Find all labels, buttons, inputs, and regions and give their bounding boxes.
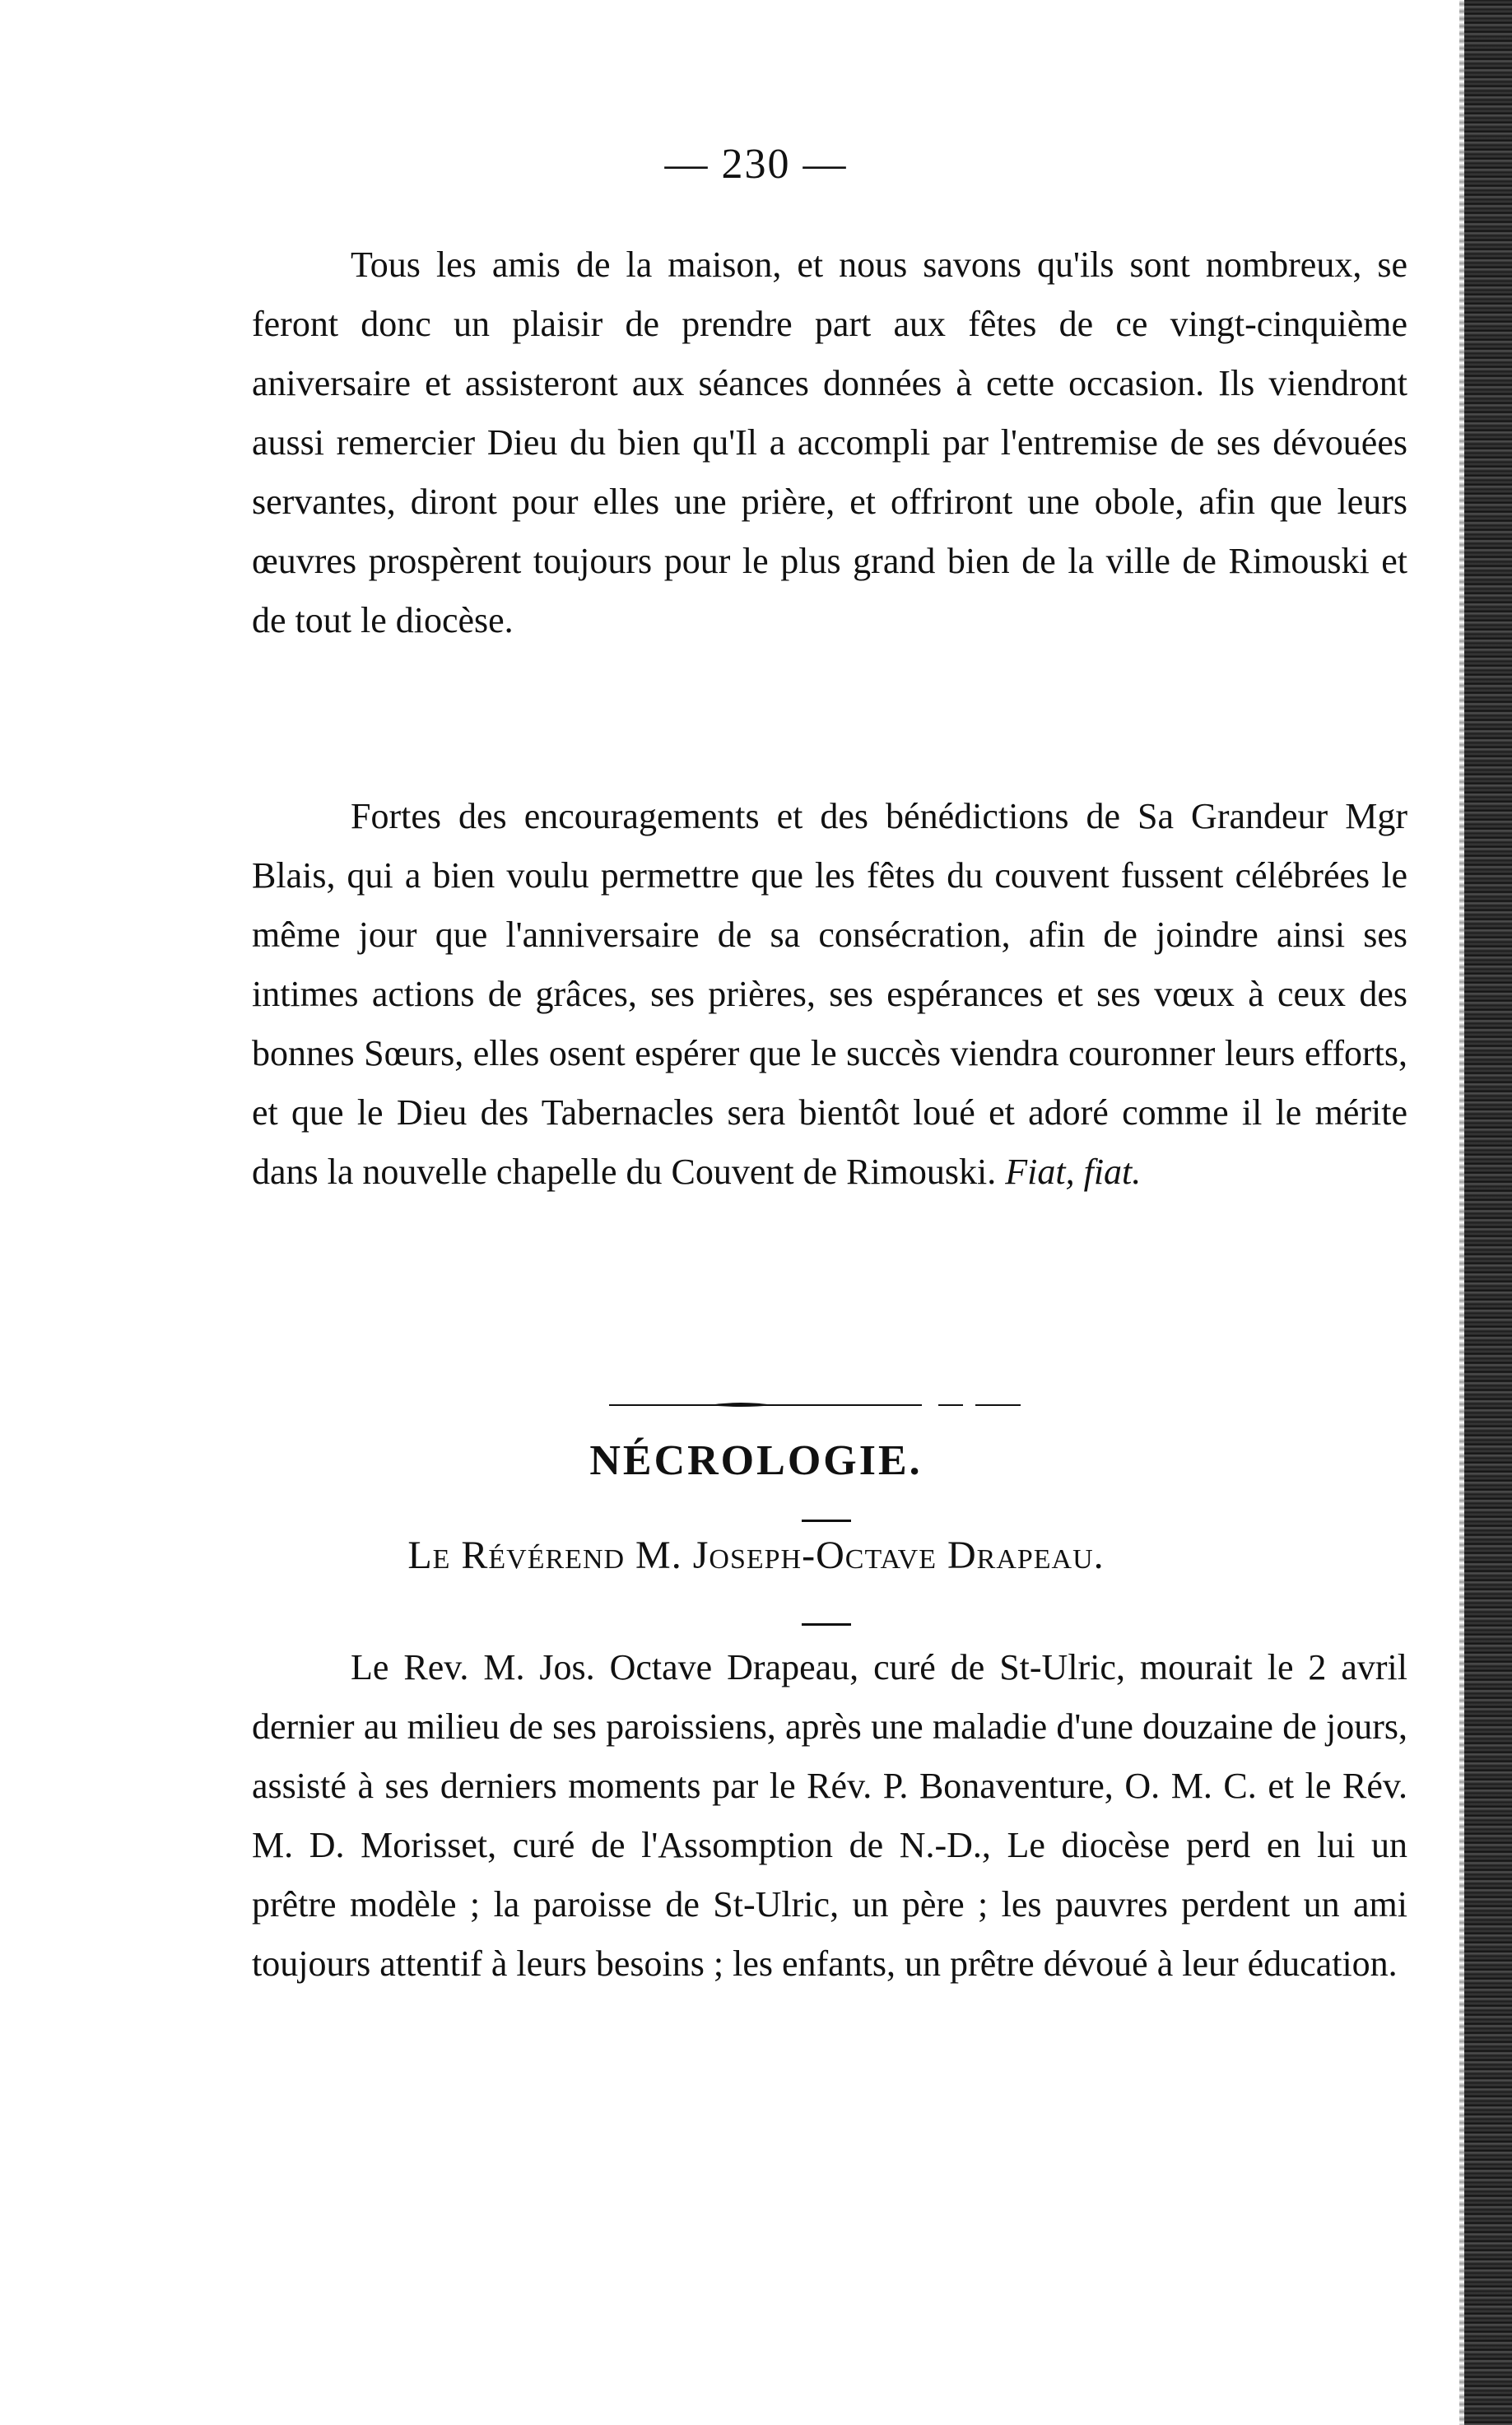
- section-heading: NÉCROLOGIE.: [589, 1437, 923, 1484]
- paragraph-obituary: [252, 1638, 1407, 1994]
- paragraph-anniversary-invitation: [252, 235, 1407, 650]
- paragraph-blessings: [252, 787, 1407, 1202]
- subheading-divider: [802, 1623, 851, 1626]
- paragraph-3-text: Le Rev. M. Jos. Octave Drapeau, curé de St-Ulric, mourait le 2 avril dernier au milieu de ses paroissiens, après une maladie d'une douzaine de jours, assisté à ses derniers moments par le Rév. P. Bonaventure, O. M. C. et le Rév. M. D. Morisset, curé de l'Assomption de N.-D., Le diocèse perd en lui un prêtre modèle ; la paroisse de St-Ulric, un père ; les pauvres perdent un ami toujours attentif à leurs besoins ; les enfants, un prêtre dévoué à leur éducation.: [252, 1647, 1407, 1984]
- paragraph-2-wrapper: [252, 787, 1407, 1202]
- paragraph-1-text: Tous les amis de la maison, et nous savons qu'ils sont nombreux, se feront donc un plaisir de prendre part aux fêtes de ce vingt-cinquième aniversaire et assisteront aux séances données à cette occasion. Ils viendront aussi remercier Dieu du bien qu'Il a accompli par l'entremise de ses dévouées servantes, diront pour elles une prière, et offriront une obole, afin que leurs œuvres prospèrent toujours pour le plus grand bien de la ville de Rimouski et de tout le diocèse.: [252, 244, 1407, 640]
- page-number: — 230 —: [664, 141, 848, 188]
- decorative-rule: [609, 1399, 1021, 1411]
- heading-divider: [802, 1520, 851, 1522]
- section-subheading: Le Révérend M. Joseph-Octave Drapeau.: [407, 1534, 1105, 1577]
- paragraph-2-text: Fortes des encouragements et des bénédictions de Sa Grandeur Mgr Blais, qui a bien voulu permettre que les fêtes du couvent fussent célébrées le même jour que l'anniversaire de sa consécration, afin de joindre ainsi ses intimes actions de grâces, ses prières, ses espérances et ses vœux à ceux des bonnes Sœurs, elles osent espérer que le succès viendra couronner leurs efforts, et que le Dieu des Tabernacles sera bientôt loué et adoré comme il le mérite dans la nouvelle chapelle du Couvent de Rimouski.: [252, 796, 1407, 1192]
- page-edge-binding: [1464, 0, 1512, 2425]
- paragraph-2-closing: Fiat, fiat.: [1005, 1152, 1142, 1192]
